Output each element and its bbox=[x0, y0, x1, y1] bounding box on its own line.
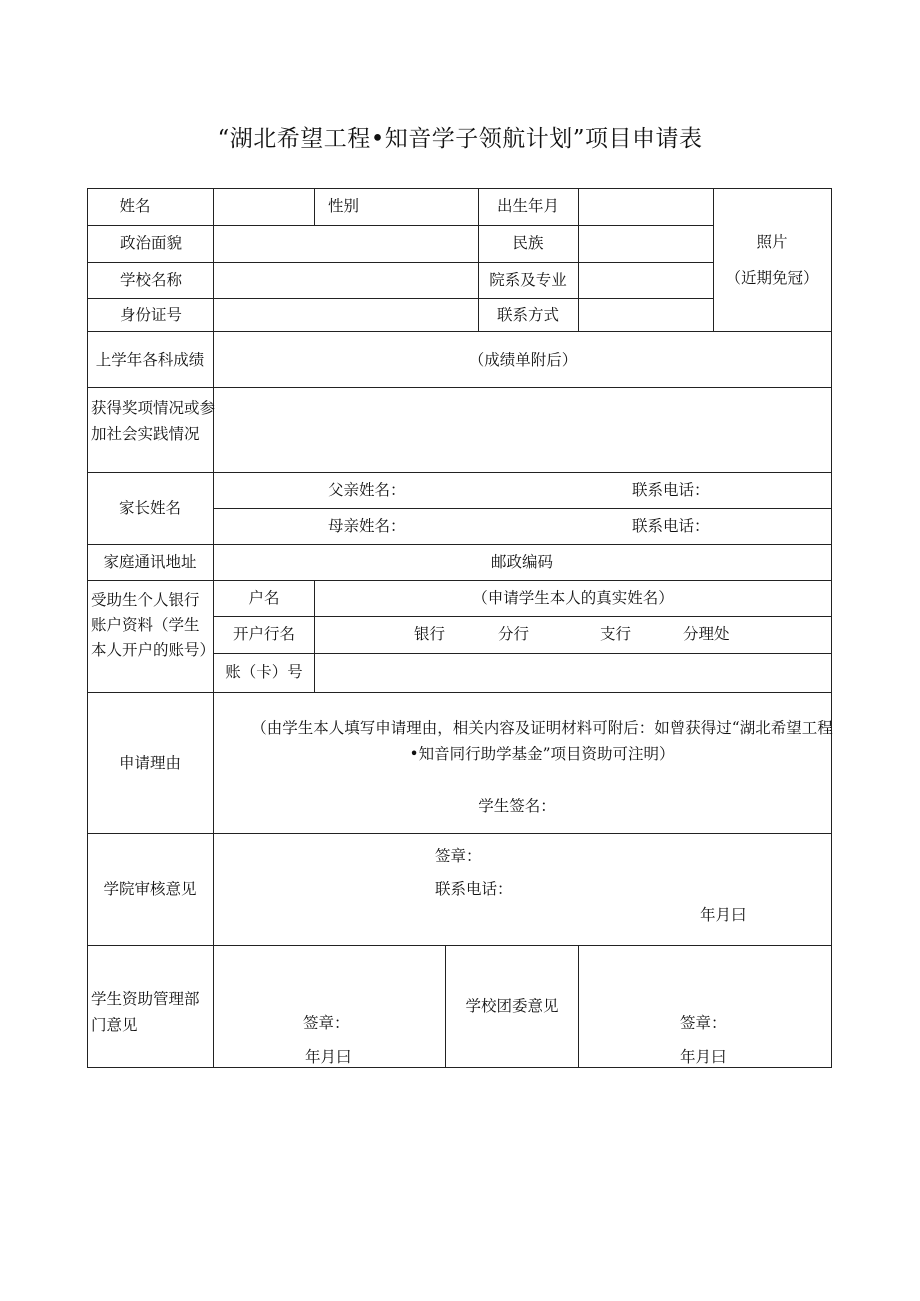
table-border-bottom bbox=[87, 1067, 832, 1068]
label-contact: 联系方式 bbox=[496, 306, 560, 324]
rule bbox=[87, 544, 832, 545]
rule bbox=[578, 945, 579, 1068]
label-office: 分理处 bbox=[683, 625, 730, 643]
label-ethnicity: 民族 bbox=[512, 234, 544, 252]
label-student-signature: 学生签名： bbox=[478, 797, 556, 815]
label-awards: 获得奖项情况或参加社会实践情况 bbox=[91, 399, 216, 443]
label-college-seal: 签章： bbox=[435, 847, 482, 865]
label-account-number: 账（卡）号 bbox=[225, 663, 303, 681]
rule bbox=[87, 580, 832, 581]
label-branch: 分行 bbox=[498, 625, 530, 643]
label-postcode: 邮政编码 bbox=[490, 553, 554, 571]
label-league-opinion: 学校团委意见 bbox=[465, 997, 559, 1015]
table-border-right bbox=[831, 188, 832, 1068]
label-college-phone: 联系电话： bbox=[435, 880, 513, 898]
rule bbox=[445, 945, 446, 1068]
label-birth: 出生年月 bbox=[496, 197, 560, 215]
grades-note: （成绩单附后） bbox=[468, 351, 578, 369]
rule bbox=[314, 188, 315, 226]
label-reason: 申请理由 bbox=[118, 754, 182, 772]
account-name-note: （申请学生本人的真实姓名） bbox=[472, 589, 674, 607]
rule bbox=[87, 331, 832, 332]
photo-note: （近期免冠） bbox=[725, 269, 819, 287]
rule bbox=[87, 298, 713, 299]
label-mother-phone: 联系电话： bbox=[632, 517, 710, 535]
label-college-date: 年月曰 bbox=[700, 906, 747, 924]
label-subbranch: 支行 bbox=[600, 625, 632, 643]
rule bbox=[87, 833, 832, 834]
label-address: 家庭通讯地址 bbox=[103, 553, 197, 571]
table-border-left bbox=[87, 188, 88, 1068]
rule bbox=[87, 472, 832, 473]
rule bbox=[87, 262, 713, 263]
label-school: 学校名称 bbox=[119, 271, 183, 289]
label-league-seal: 签章： bbox=[680, 1014, 727, 1032]
label-parents: 家长姓名 bbox=[118, 499, 182, 517]
label-league-date: 年月曰 bbox=[680, 1048, 727, 1066]
label-department: 院系及专业 bbox=[489, 271, 567, 289]
rule bbox=[87, 225, 713, 226]
label-aid-dept-opinion: 学生资助管理部门意见 bbox=[91, 990, 200, 1034]
reason-note: （由学生本人填写申请理由，相关内容及证明材料可附后：如曾获得过“湖北希望工程•知音同行助学基金”项目资助可注明） bbox=[251, 719, 833, 763]
label-id-number: 身份证号 bbox=[119, 306, 183, 324]
label-aid-dept-date: 年月曰 bbox=[305, 1048, 352, 1066]
label-father: 父亲姓名： bbox=[328, 481, 406, 499]
rule bbox=[713, 188, 714, 332]
rule bbox=[478, 188, 479, 332]
label-account-name: 户名 bbox=[248, 589, 280, 607]
rule bbox=[87, 387, 832, 388]
label-bank: 银行 bbox=[414, 625, 446, 643]
rule bbox=[314, 580, 315, 693]
label-name: 姓名 bbox=[119, 197, 151, 215]
label-mother: 母亲姓名： bbox=[328, 517, 406, 535]
label-photo: 照片 bbox=[756, 233, 788, 251]
rule bbox=[87, 945, 832, 946]
label-aid-dept-seal: 签章： bbox=[303, 1014, 350, 1032]
form-title: “湖北希望工程•知音学子领航计划”项目申请表 bbox=[217, 126, 703, 152]
rule bbox=[213, 653, 832, 654]
rule bbox=[213, 508, 832, 509]
rule bbox=[578, 188, 579, 332]
label-college-opinion: 学院审核意见 bbox=[103, 880, 197, 898]
rule bbox=[213, 616, 832, 617]
label-bank-account: 受助生个人银行账户资料（学生本人开户的账号） bbox=[91, 591, 216, 659]
label-gender: 性别 bbox=[328, 197, 360, 215]
label-bank-branch: 开户行名 bbox=[232, 625, 296, 643]
label-political: 政治面貌 bbox=[119, 234, 183, 252]
rule bbox=[87, 692, 832, 693]
label-grades: 上学年各科成绩 bbox=[95, 351, 205, 369]
table-border-top bbox=[87, 188, 832, 189]
label-father-phone: 联系电话： bbox=[632, 481, 710, 499]
